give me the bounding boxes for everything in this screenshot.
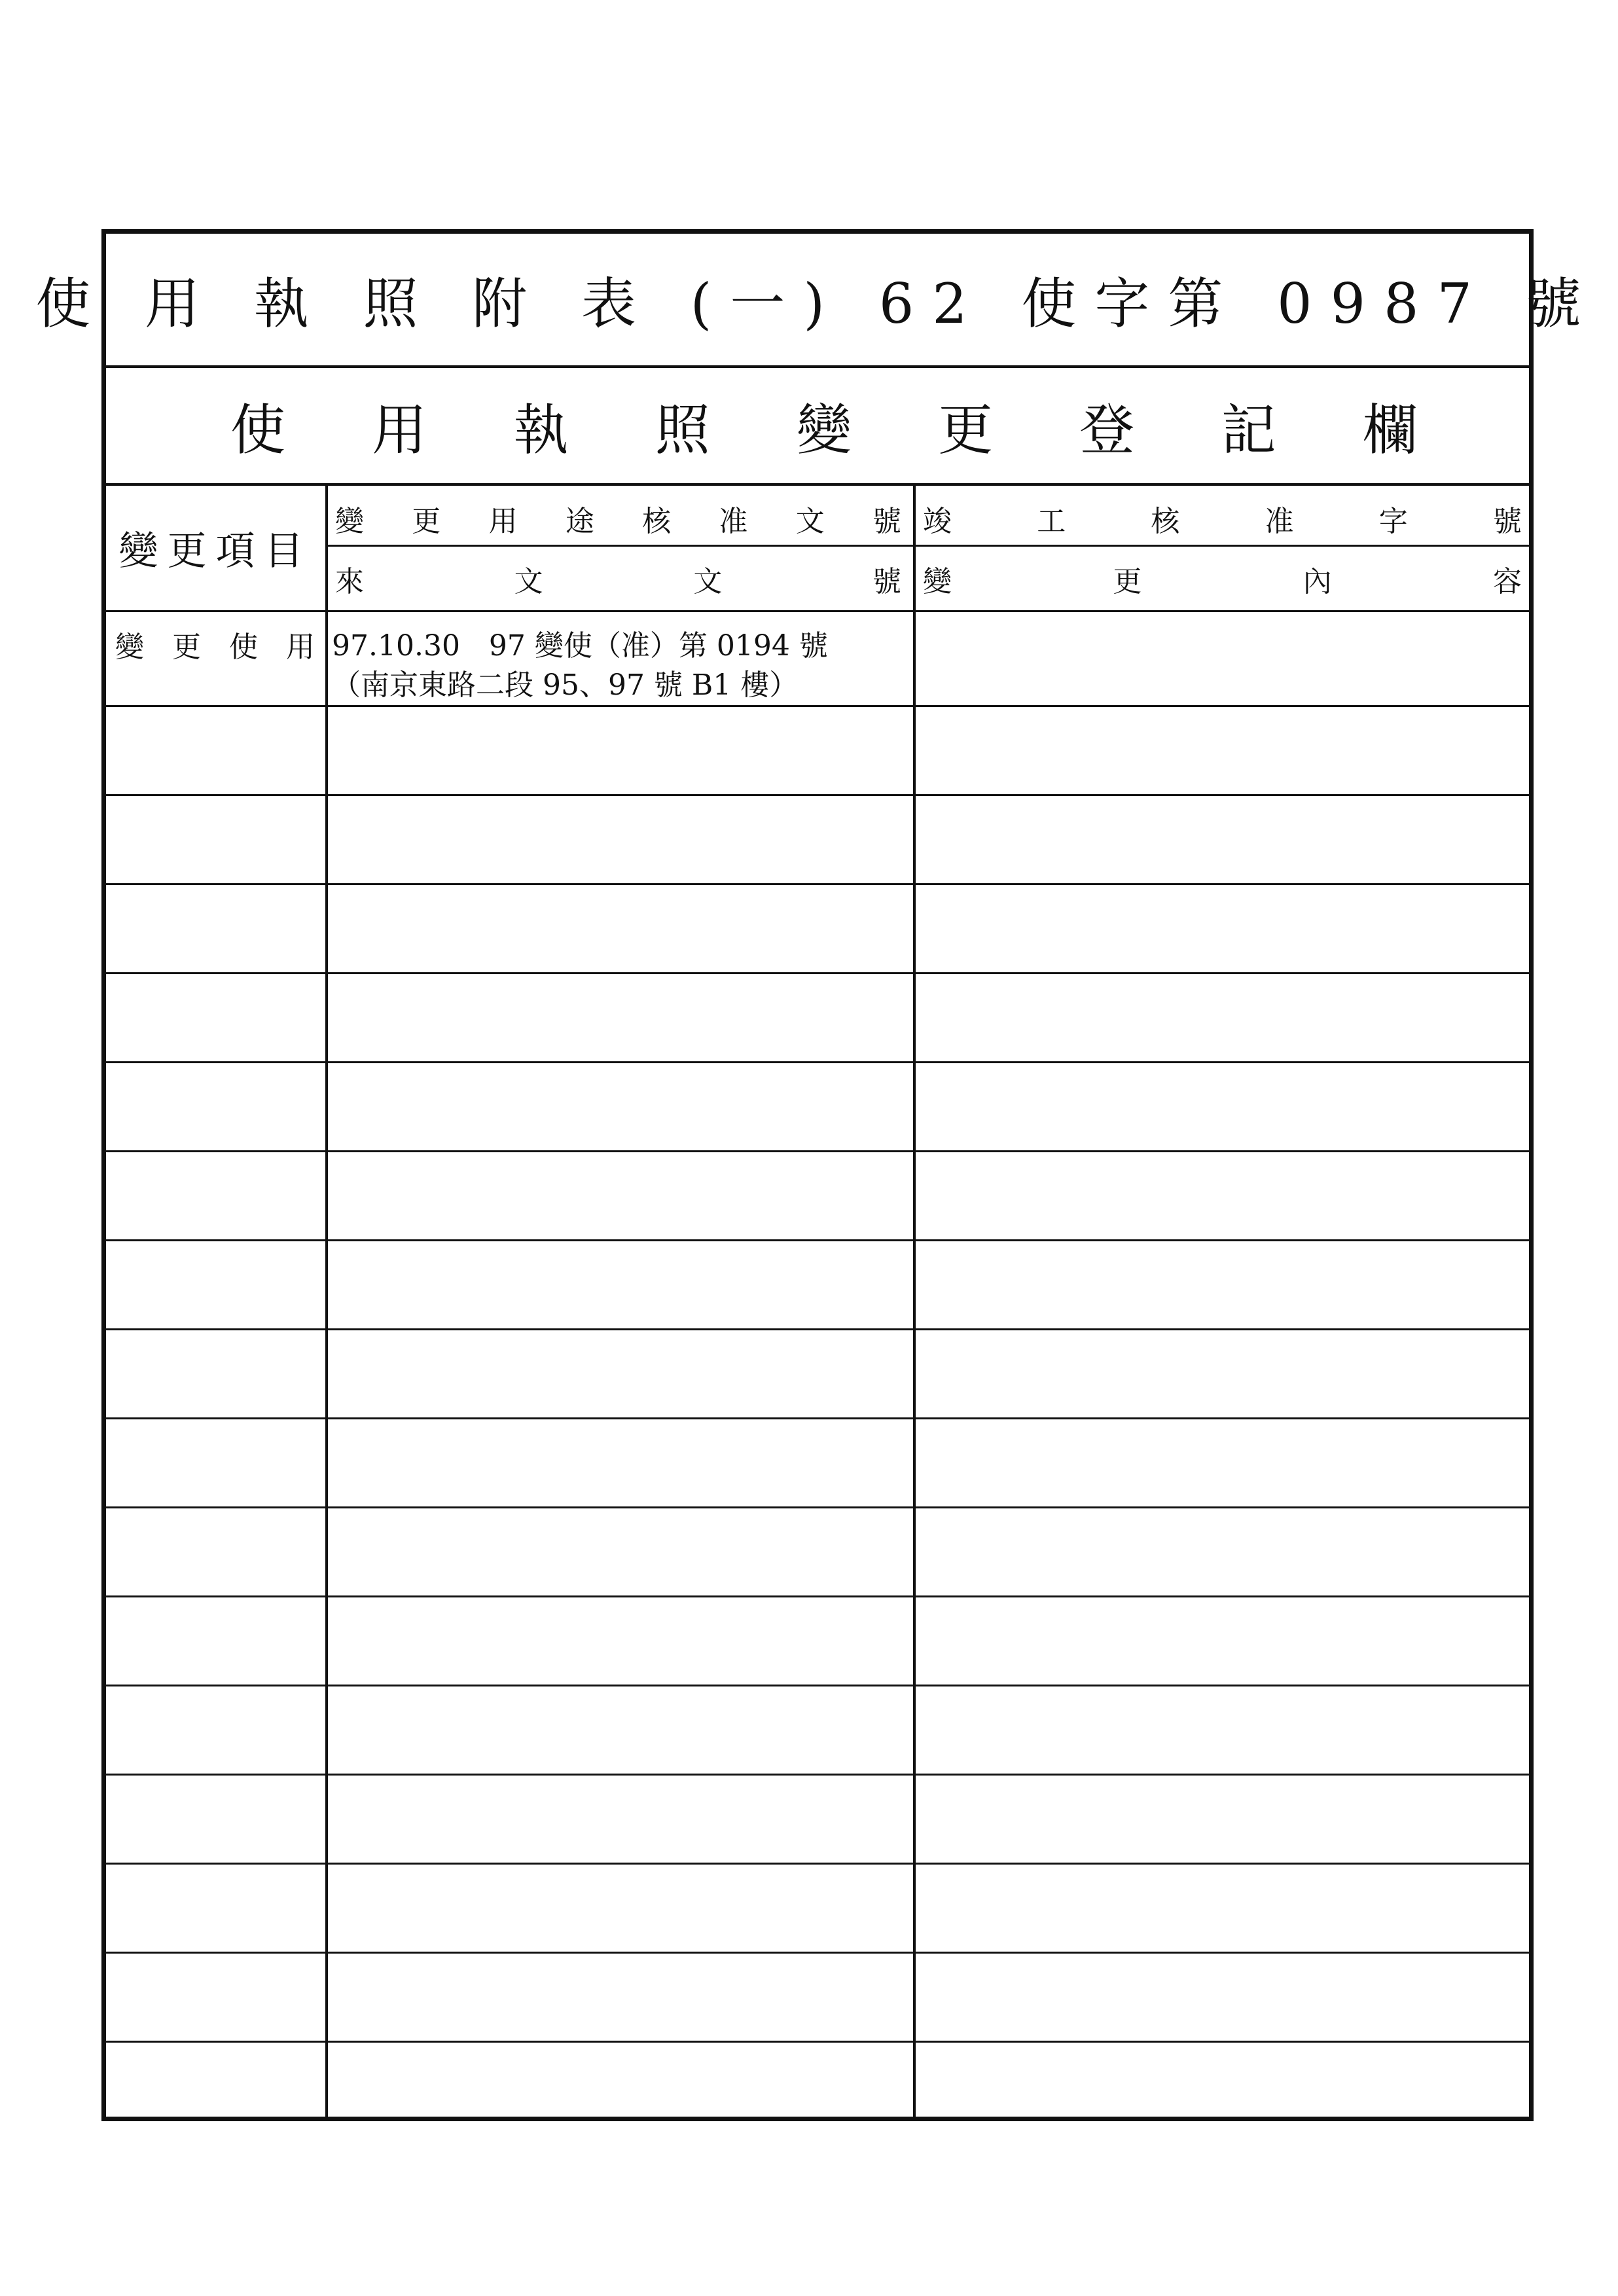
header-change-item: 變更項目 [118, 528, 313, 574]
row-separator-line [106, 1417, 1529, 1419]
header-char: 文 [795, 505, 825, 538]
item-char: 變 [115, 630, 144, 664]
form-title: 使 用 執 照 附 表 (一) 62 使字第 0987 號 [35, 272, 1600, 336]
header-char: 更 [1113, 565, 1142, 598]
header-char: 更 [412, 505, 441, 538]
header-char: 文 [514, 565, 543, 598]
header-char: 變 [923, 565, 952, 598]
section-title-char: 變 [796, 397, 852, 462]
header-char: 號 [1492, 505, 1522, 538]
row-separator-line [106, 1774, 1529, 1776]
item-char: 更 [172, 630, 201, 664]
section-title-char: 執 [513, 397, 569, 462]
header-char: 容 [1492, 565, 1522, 598]
row-separator-line [106, 1595, 1529, 1597]
row-separator-line [106, 2041, 1529, 2043]
section-title-char: 記 [1221, 397, 1276, 462]
row-separator-line [106, 705, 1529, 707]
header-char: 來 [335, 565, 364, 598]
column-divider [913, 486, 916, 2117]
header-char: 途 [565, 505, 594, 538]
header-char: 變 [335, 505, 364, 538]
item-char: 使 [229, 630, 258, 664]
section-title-char: 用 [372, 397, 427, 462]
item-char: 用 [286, 630, 315, 664]
header-char: 竣 [923, 505, 952, 538]
header-char: 文 [693, 565, 723, 598]
row-separator-line [106, 794, 1529, 796]
row-1-change-item [115, 623, 315, 665]
header-char: 用 [488, 505, 518, 538]
header-char: 工 [1037, 505, 1066, 538]
row-separator-line [106, 1328, 1529, 1330]
header-char: 號 [872, 505, 901, 538]
header-change-content [923, 558, 1522, 600]
section-title-char: 登 [1079, 397, 1135, 462]
header-char: 字 [1378, 505, 1408, 538]
header-completion-approval-no [923, 498, 1522, 539]
row-separator-line [106, 1863, 1529, 1865]
header-approval-doc-no [335, 498, 901, 539]
header-char: 准 [719, 505, 748, 538]
row-separator-line [106, 972, 1529, 974]
header-char: 內 [1303, 565, 1332, 598]
row-1-doc-number: 97.10.30 97 變使（准）第 0194 號 [332, 629, 828, 663]
row-separator-line [106, 1239, 1529, 1241]
form-title-band [35, 234, 1600, 368]
section-title-char: 更 [938, 397, 994, 462]
header-char: 准 [1265, 505, 1294, 538]
section-title-band [106, 368, 1529, 486]
header-bottom-line [106, 610, 1529, 612]
row-separator-line [106, 1506, 1529, 1508]
row-separator-line [106, 883, 1529, 885]
section-title-char: 照 [655, 397, 710, 462]
header-char: 號 [872, 565, 901, 598]
section-title-char: 欄 [1362, 397, 1418, 462]
header-incoming-doc-no [335, 558, 901, 600]
header-subdivider [325, 545, 1529, 547]
row-separator-line [106, 1061, 1529, 1063]
row-1-address: （南京東路二段 95、97 號 B1 樓） [332, 668, 799, 702]
column-divider [325, 486, 328, 2117]
section-title-char: 使 [230, 397, 286, 462]
row-separator-line [106, 1952, 1529, 1954]
row-separator-line [106, 1150, 1529, 1152]
use-permit-annex-form [35, 229, 1600, 2121]
header-char: 核 [642, 505, 672, 538]
row-separator-line [106, 1685, 1529, 1686]
change-register-table [106, 486, 1529, 2117]
header-char: 核 [1151, 505, 1180, 538]
